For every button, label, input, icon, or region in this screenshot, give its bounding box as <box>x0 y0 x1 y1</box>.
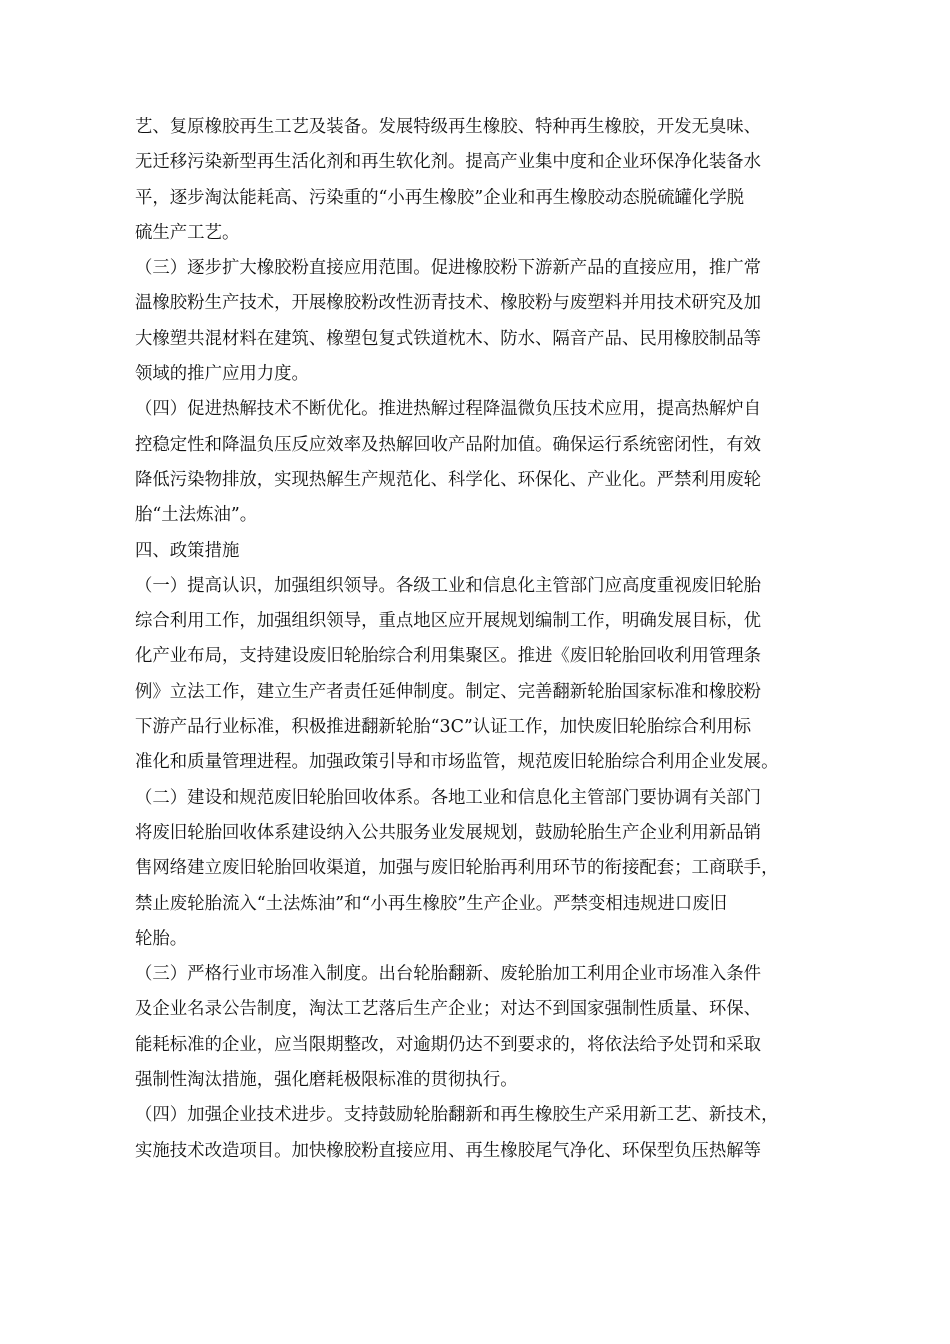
document-body <box>135 110 855 1169</box>
text-line: 胎“土法炼油”。 <box>135 505 258 526</box>
text-line: 领域的推广应用力度。 <box>135 364 309 385</box>
text-line: （四）促进热解技术不断优化。推进热解过程降温微负压技术应用，提高热解炉自 <box>135 399 762 420</box>
text-line: 降低污染物排放，实现热解生产规范化、科学化、环保化、产业化。严禁利用废轮 <box>135 469 762 490</box>
text-line: 禁止废轮胎流入“土法炼油”和“小再生橡胶”生产企业。严禁变相违规进口废旧 <box>135 893 728 914</box>
section-heading: 四、政策措施 <box>135 540 240 561</box>
text-line: （二）建设和规范废旧轮胎回收体系。各地工业和信息化主管部门要协调有关部门 <box>135 787 762 808</box>
text-line: 艺、复原橡胶再生工艺及装备。发展特级再生橡胶、特种再生橡胶，开发无臭味、 <box>135 117 762 137</box>
text-line: 无迁移污染新型再生活化剂和再生软化剂。提高产业集中度和企业环保净化装备水 <box>135 152 762 173</box>
text-line: 温橡胶粉生产技术，开展橡胶粉改性沥青技术、橡胶粉与废塑料并用技术研究及加 <box>135 293 762 314</box>
text-line: 能耗标准的企业，应当限期整改，对逾期仍达不到要求的，将依法给予处罚和采取 <box>135 1034 762 1055</box>
text-line: 实施技术改造项目。加快橡胶粉直接应用、再生橡胶尾气净化、环保型负压热解等 <box>135 1140 762 1161</box>
text-line: 轮胎。 <box>135 928 188 949</box>
text-line: 硫生产工艺。 <box>135 222 240 243</box>
text-line: 售网络建立废旧轮胎回收渠道，加强与废旧轮胎再利用环节的衔接配套；工商联手， <box>135 858 779 879</box>
text-line: （四）加强企业技术进步。支持鼓励轮胎翻新和再生橡胶生产采用新工艺、新技术， <box>135 1105 779 1126</box>
text-line: （三）逐步扩大橡胶粉直接应用范围。促进橡胶粉下游新产品的直接应用，推广常 <box>135 258 762 279</box>
text-line: 下游产品行业标准，积极推进翻新轮胎“3C”认证工作，加快废旧轮胎综合利用标 <box>135 717 752 738</box>
text-line: （一）提高认识，加强组织领导。各级工业和信息化主管部门应高度重视废旧轮胎 <box>135 575 762 596</box>
text-line: 将废旧轮胎回收体系建设纳入公共服务业发展规划，鼓励轮胎生产企业利用新品销 <box>135 822 762 843</box>
text-line: 强制性淘汰措施，强化磨耗极限标准的贯彻执行。 <box>135 1070 518 1091</box>
text-line: 及企业名录公告制度，淘汰工艺落后生产企业；对达不到国家强制性质量、环保、 <box>135 999 762 1020</box>
text-line: 综合利用工作，加强组织领导，重点地区应开展规划编制工作，明确发展目标，优 <box>135 611 762 632</box>
text-line: 平，逐步淘汰能耗高、污染重的“小再生橡胶”企业和再生橡胶动态脱硫罐化学脱 <box>135 187 745 208</box>
text-line: 例》立法工作，建立生产者责任延伸制度。制定、完善翻新轮胎国家标准和橡胶粉 <box>135 681 762 702</box>
text-line: （三）严格行业市场准入制度。出台轮胎翻新、废轮胎加工利用企业市场准入条件 <box>135 964 762 985</box>
text-line: 控稳定性和降温负压反应效率及热解回收产品附加值。确保运行系统密闭性，有效 <box>135 434 762 455</box>
text-line: 准化和质量管理进程。加强政策引导和市场监管，规范废旧轮胎综合利用企业发展。 <box>135 752 779 773</box>
text-line: 大橡塑共混材料在建筑、橡塑包复式铁道枕木、防水、隔音产品、民用橡胶制品等 <box>135 328 762 349</box>
text-line: 化产业布局，支持建设废旧轮胎综合利用集聚区。推进《废旧轮胎回收利用管理条 <box>135 646 762 667</box>
